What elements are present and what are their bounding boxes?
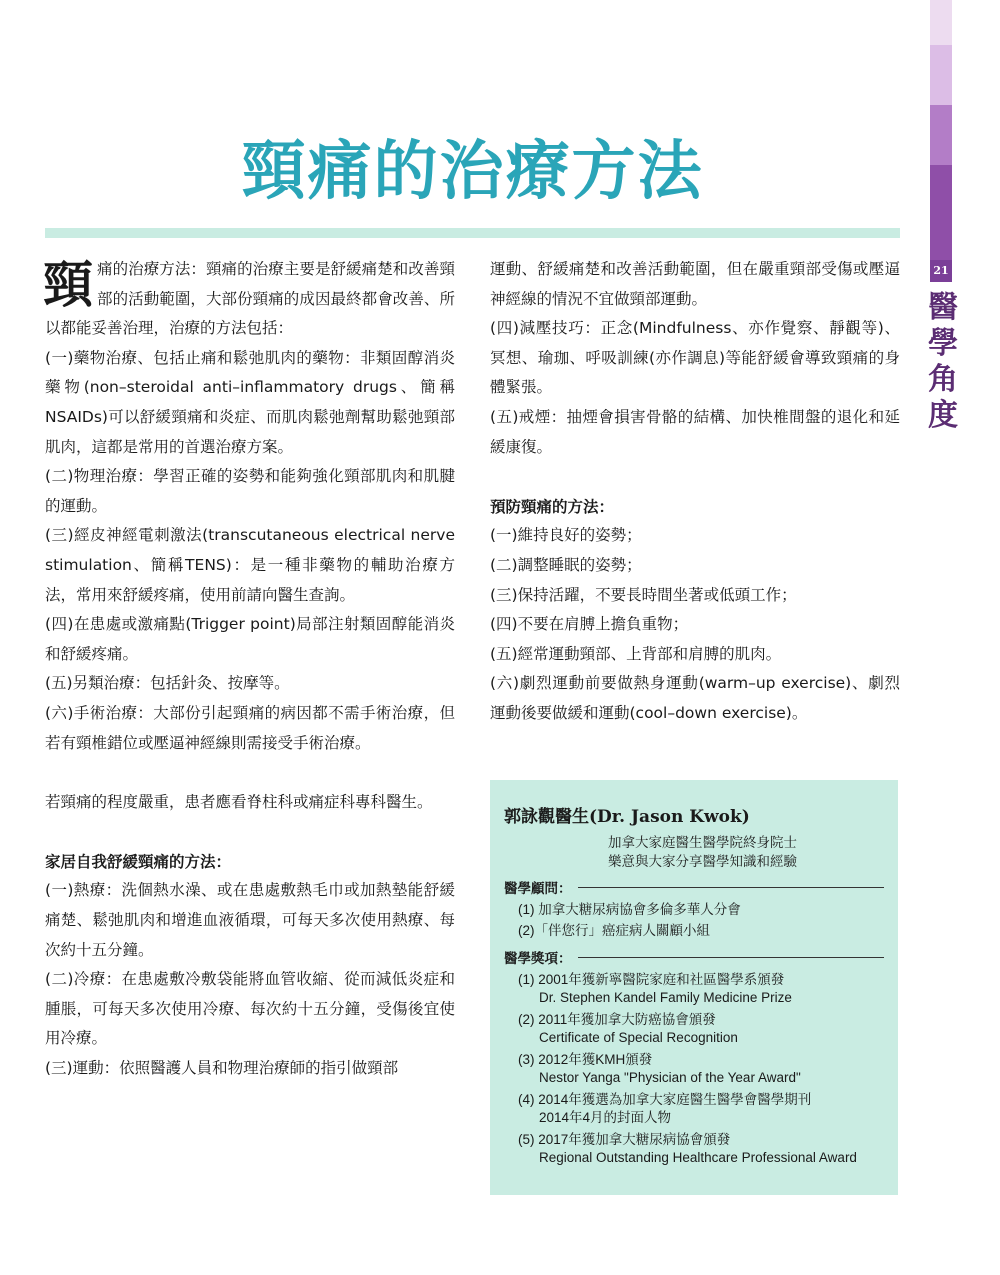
prevention-item: (四)不要在肩膊上擔負重物； (490, 615, 689, 634)
award-item (518, 1131, 884, 1167)
award-line: (5) 2017年獲加拿大糖尿病協會頒發 (518, 1132, 731, 1147)
treatment-item: (三)經皮神經電刺激法(transcutaneous electrical nerve stimulation、簡稱TENS)：是一種非藥物的輔助治療方法，常用來舒緩疼痛，使用前請向醫生查詢。 (45, 526, 455, 604)
left-column (45, 255, 455, 1084)
tab-segment-1 (930, 0, 952, 45)
award-name: Regional Outstanding Healthcare Professional Award (539, 1150, 857, 1165)
advisor-list (518, 899, 884, 941)
award-line: (4) 2014年獲選為加拿大家庭醫生醫學會醫學期刊 (518, 1092, 812, 1107)
right-column (490, 255, 900, 729)
section-rule (578, 957, 885, 958)
paragraph-gap (490, 462, 900, 492)
author-name: 郭詠觀醫生(Dr. Jason Kwok) (504, 807, 750, 827)
section-label (928, 290, 958, 434)
section-label-char: 醫 (928, 290, 958, 325)
tab-segment-2 (930, 45, 952, 105)
author-role: 樂意與大家分享醫學知識和經驗 (608, 854, 797, 869)
award-item (518, 1091, 884, 1127)
award-item (518, 1011, 884, 1047)
treatment-item: (一)藥物治療、包括止痛和鬆弛肌肉的藥物：非類固醇消炎藥物(non–steroidal anti–inflammatory drugs、簡稱NSAIDs)可以舒緩頸痛和炎症、而肌肉鬆弛劑幫助鬆弛頸部肌肉，這都是常用的首選治療方案。 (45, 348, 455, 456)
section-tab-strip (930, 0, 952, 260)
home-relief-item: (一)熱療：洗個熱水澡、或在患處敷熱毛巾或加熱墊能舒緩痛楚、鬆弛肌肉和增進血液循環，可每天多次使用熱療、每次約十五分鐘。 (45, 881, 455, 959)
page-number: 21 (930, 260, 952, 282)
home-relief-heading: 家居自我舒緩頸痛的方法： (45, 851, 232, 871)
section-label-char: 學 (928, 326, 958, 361)
treatment-item: (二)物理治療：學習正確的姿勢和能夠強化頸部肌肉和肌腱的運動。 (45, 467, 455, 515)
award-line: (3) 2012年獲KMH頒發 (518, 1052, 653, 1067)
paragraph-gap (45, 758, 455, 788)
author-bio-box (490, 780, 898, 1195)
award-name: Dr. Stephen Kandel Family Medicine Prize (539, 990, 792, 1005)
advisor-section-header (504, 877, 884, 897)
section-label-char: 度 (928, 398, 958, 433)
awards-list (518, 971, 884, 1167)
award-line: (2) 2011年獲加拿大防癌協會頒發 (518, 1012, 716, 1027)
award-name: Nestor Yanga "Physician of the Year Award" (539, 1070, 801, 1085)
home-relief-item: (四)減壓技巧：正念(Mindfulness、亦作覺察、靜觀等)、冥想、瑜珈、呼吸訓練(亦作調息)等能舒緩會導致頸痛的身體緊張。 (490, 319, 900, 397)
home-relief-item: (五)戒煙：抽煙會損害骨骼的結構、加快椎間盤的退化和延緩康復。 (490, 407, 900, 456)
awards-heading: 醫學獎項： (504, 951, 572, 966)
article-title: 頸痛的治療方法 (241, 134, 704, 209)
tab-segment-3 (930, 105, 952, 165)
award-line: (1) 2001年獲新寧醫院家庭和社區醫學系頒發 (518, 972, 785, 987)
section-label-char: 角 (928, 362, 958, 397)
prevention-item: (三)保持活躍，不要長時間坐著或低頭工作； (490, 585, 797, 604)
intro-text: 痛的治療方法：頸痛的治療主要是舒緩痛楚和改善頸部的活動範圍，大部份頸痛的成因最終都會改善、所以都能妥善治理，治療的方法包括： (45, 260, 455, 338)
treatment-item: (五)另類治療：包括針灸、按摩等。 (45, 674, 290, 693)
prevention-item: (一)維持良好的姿勢； (490, 526, 642, 545)
advisor-item: (2)「伴您行」癌症病人關顧小組 (518, 923, 710, 938)
title-underline (45, 228, 900, 238)
severe-note: 若頸痛的程度嚴重，患者應看脊柱科或痛症科專科醫生。 (45, 792, 433, 811)
award-name: Certificate of Special Recognition (539, 1030, 738, 1045)
prevention-item: (六)劇烈運動前要做熱身運動(warm–up exercise)、劇烈運動後要做緩和運動(cool–down exercise)。 (490, 674, 900, 722)
paragraph-gap (45, 817, 455, 847)
intro-paragraph (45, 255, 455, 344)
home-relief-item: (二)冷療：在患處敷冷敷袋能將血管收縮、從而減低炎症和腫脹，可每天多次使用冷療、每次約十五分鐘，受傷後宜使用冷療。 (45, 970, 455, 1048)
section-rule (578, 887, 885, 888)
advisor-heading: 醫學顧問： (504, 881, 572, 896)
treatment-item: (四)在患處或激痛點(Trigger point)局部注射類固醇能消炎和舒緩疼痛。 (45, 615, 455, 663)
prevention-item: (二)調整睡眠的姿勢； (490, 555, 642, 574)
tab-segment-4 (930, 165, 952, 260)
advisor-item: (1) 加拿大糖尿病協會多倫多華人分會 (518, 902, 741, 917)
continued-text: 運動、舒緩痛楚和改善活動範圍，但在嚴重頸部受傷或壓逼神經線的情況不宜做頸部運動。 (490, 260, 900, 308)
drop-cap: 頸 (43, 256, 93, 314)
award-item (518, 1051, 884, 1087)
prevention-heading: 預防頸痛的方法： (490, 496, 615, 516)
awards-section-header (504, 947, 884, 967)
author-role: 加拿大家庭醫生醫學院終身院士 (608, 835, 797, 850)
award-name: 2014年4月的封面人物 (539, 1110, 672, 1125)
award-item (518, 971, 884, 1007)
home-relief-item: (三)運動：依照醫護人員和物理治療師的指引做頸部 (45, 1059, 399, 1078)
treatment-item: (六)手術治療：大部份引起頸痛的病因都不需手術治療，但若有頸椎錯位或壓逼神經線則需接受手術治療。 (45, 703, 455, 752)
prevention-item: (五)經常運動頸部、上背部和肩膊的肌肉。 (490, 644, 782, 663)
